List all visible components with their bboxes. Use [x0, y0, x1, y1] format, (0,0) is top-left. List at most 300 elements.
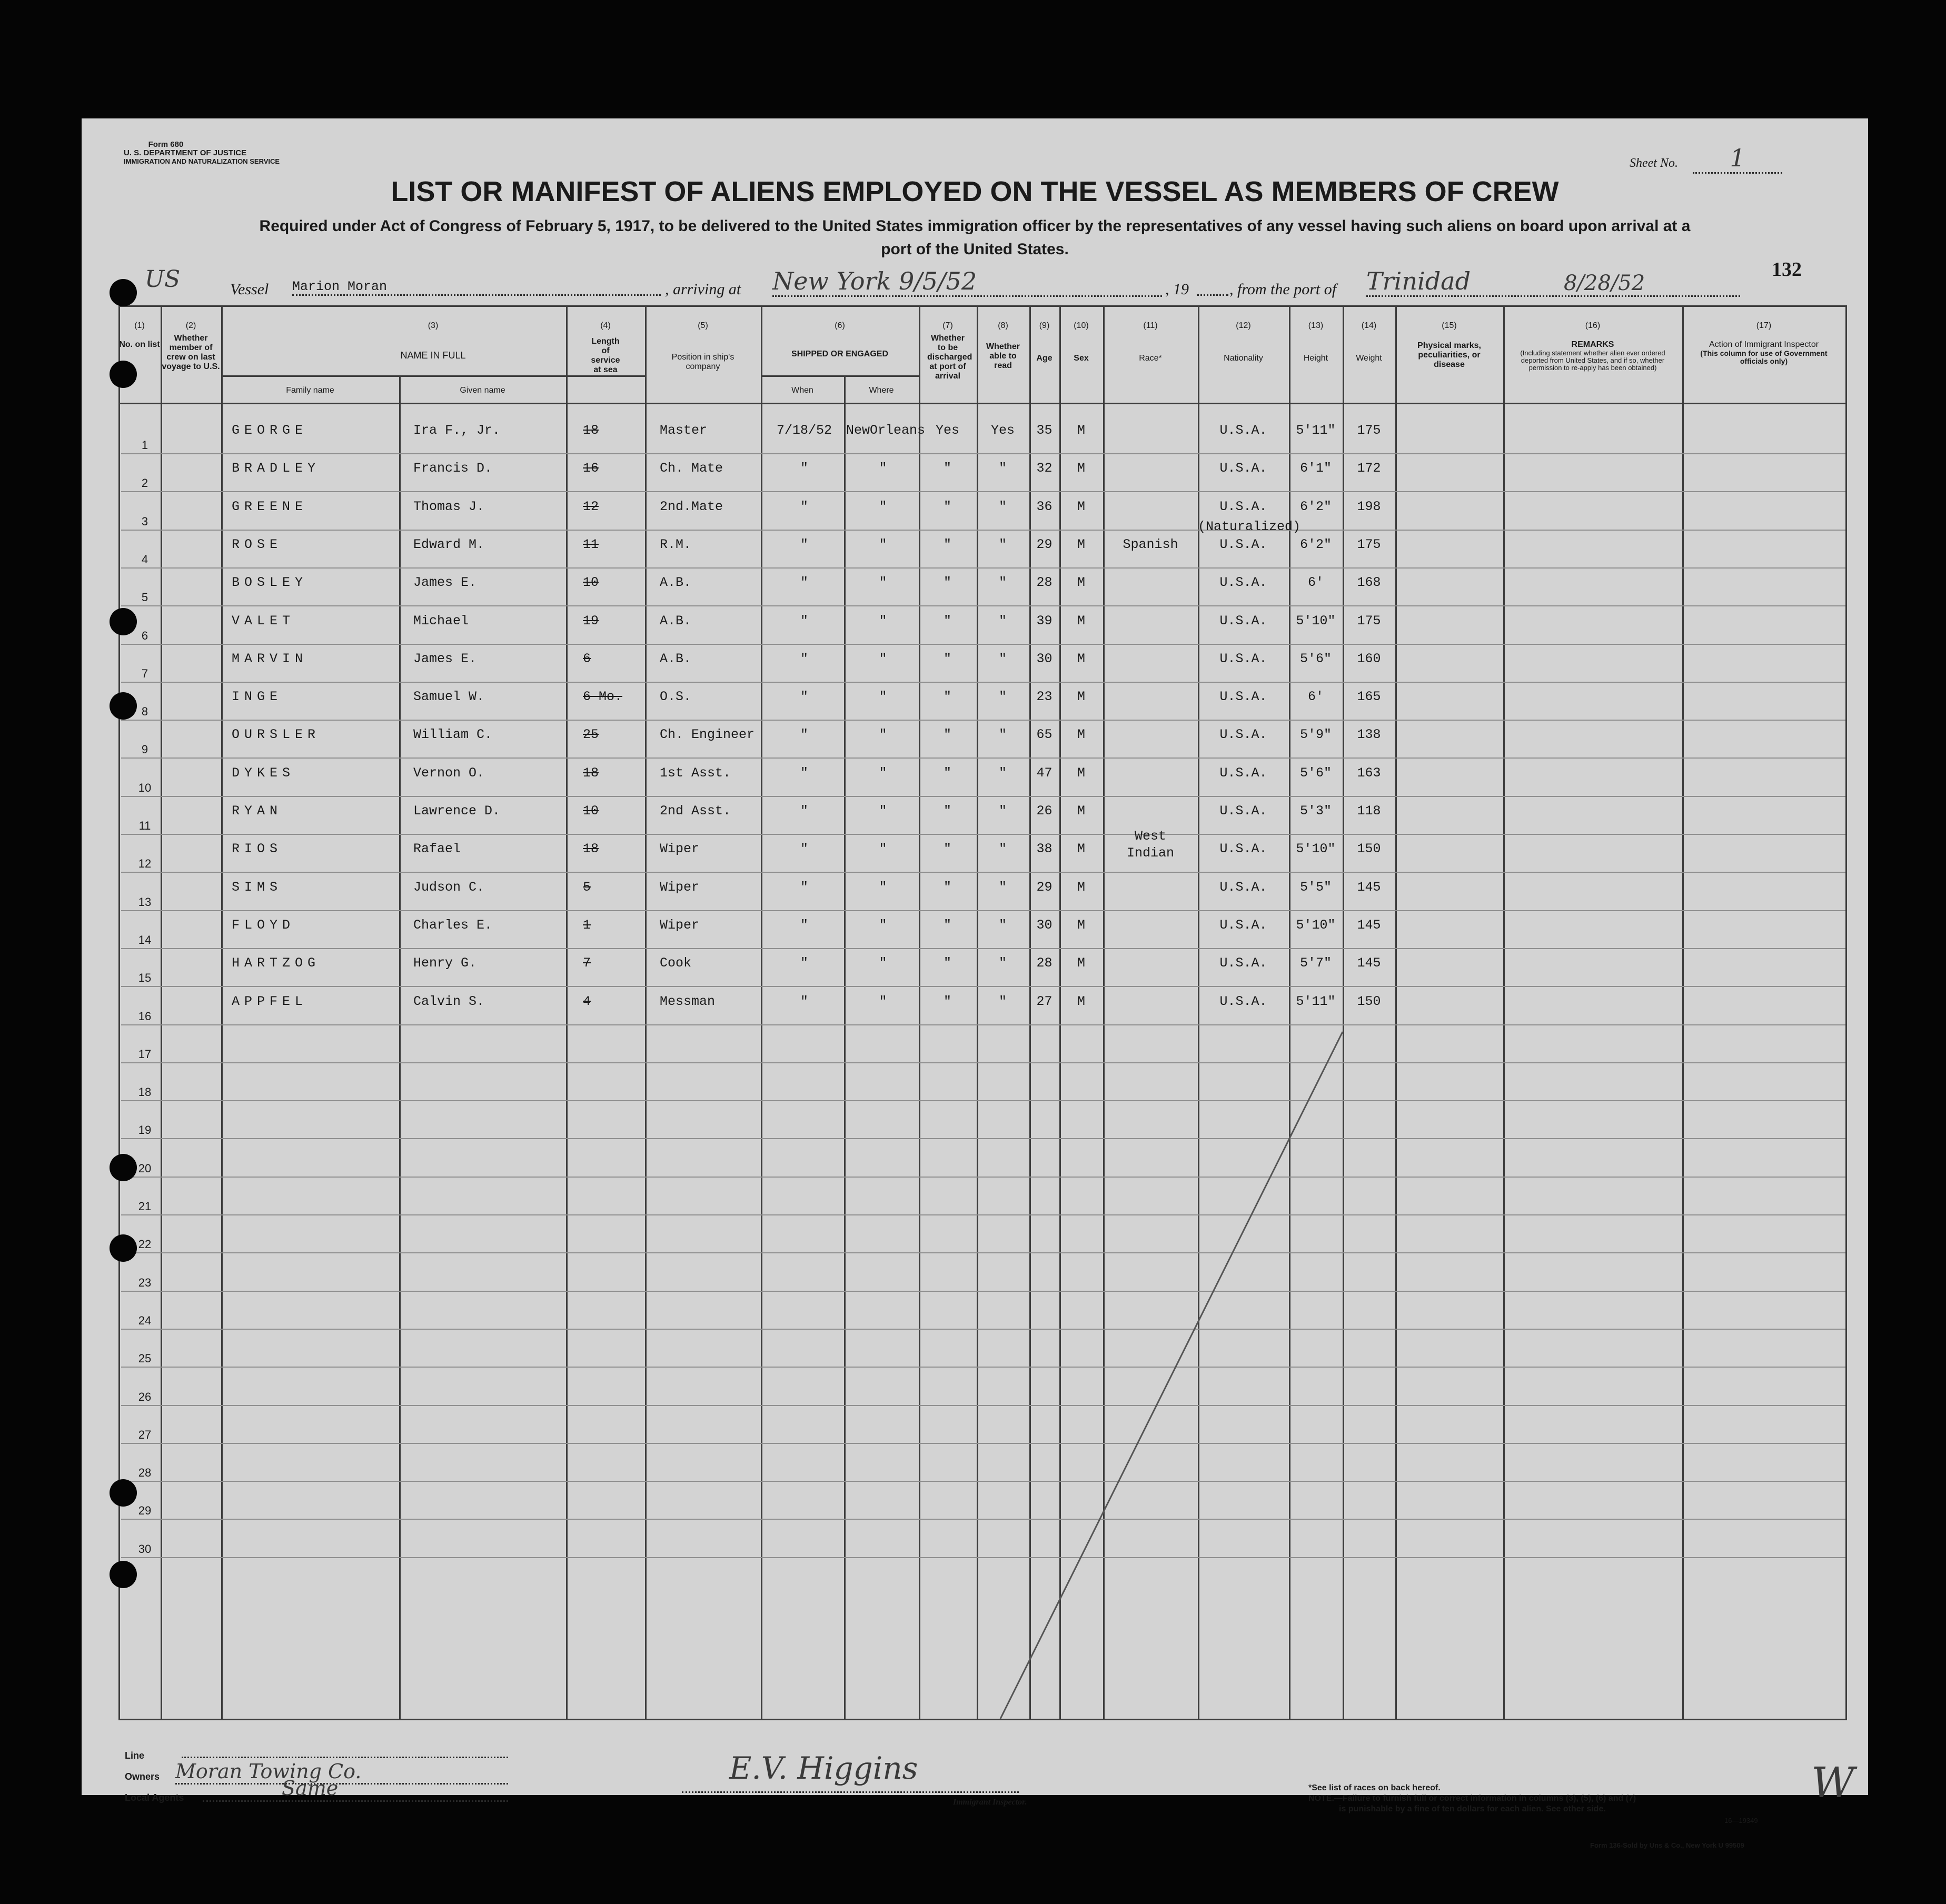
races-note: *See list of races on back hereof.	[1308, 1783, 1441, 1792]
cell-position: R.M.	[660, 536, 692, 552]
cell-family: DYKES	[232, 765, 295, 781]
cell-family: BOSLEY	[232, 575, 308, 591]
cell-weight: 175	[1357, 536, 1381, 552]
cell-discharged: "	[943, 993, 951, 1009]
cell-nationality: U.S.A.	[1219, 689, 1267, 705]
col9-label: Age	[1036, 354, 1053, 363]
cell-where: "	[879, 917, 887, 933]
cell-nationality: U.S.A.	[1219, 803, 1267, 819]
cell-nationality: U.S.A.	[1219, 423, 1267, 438]
cell-service: 7	[583, 955, 591, 971]
col5-number: (5)	[698, 321, 708, 330]
cell-position: A.B.	[660, 651, 692, 666]
row-number: 14	[138, 933, 152, 946]
cell-height: 5'7"	[1299, 955, 1332, 971]
cell-where: "	[879, 765, 887, 781]
cell-when: "	[800, 461, 808, 476]
cell-age: 29	[1036, 879, 1053, 895]
cell-service: 18	[583, 423, 599, 438]
cell-height: 6'2"	[1299, 536, 1332, 552]
cell-age: 47	[1036, 765, 1053, 781]
cell-height: 5'5"	[1299, 879, 1332, 895]
cell-where: "	[879, 955, 887, 971]
cell-when: "	[800, 841, 808, 857]
col17-note: (This column for use of Government officials only)	[1700, 349, 1828, 365]
cell-height: 5'10"	[1296, 613, 1336, 629]
cell-when: "	[800, 499, 808, 514]
cell-read: "	[998, 879, 1007, 895]
cell-age: 35	[1036, 423, 1053, 438]
row-number: 25	[138, 1352, 152, 1365]
subtitle-line-2: port of the United States.	[881, 241, 1069, 258]
cell-service: 10	[583, 575, 599, 591]
cell-sex: M	[1077, 765, 1085, 781]
cell-position: O.S.	[660, 689, 692, 705]
cell-discharged: "	[943, 575, 951, 591]
col1-label: No. on list	[119, 340, 160, 349]
cell-family: MARVIN	[232, 651, 308, 666]
cell-discharged: "	[943, 536, 951, 552]
cell-discharged: "	[943, 613, 951, 629]
col6-label: SHIPPED OR ENGAGED	[791, 350, 889, 358]
cell-service: 6	[583, 651, 591, 666]
cell-height: 5'11"	[1296, 423, 1336, 438]
row-number: 21	[138, 1200, 152, 1213]
cell-service: 25	[583, 727, 599, 743]
col2-number: (2)	[185, 321, 196, 330]
cell-position: A.B.	[660, 575, 692, 591]
col7-label: Whether to be discharged at port of arrival	[927, 334, 972, 381]
cell-given: Francis D.	[413, 461, 493, 476]
row-number: 24	[138, 1313, 152, 1327]
cell-where: "	[879, 879, 887, 895]
punch-hole	[110, 1561, 137, 1588]
row-number: 30	[138, 1542, 152, 1556]
service-name: IMMIGRATION AND NATURALIZATION SERVICE	[124, 157, 280, 165]
row-number: 7	[141, 666, 148, 680]
cell-height: 5'10"	[1296, 917, 1336, 933]
footer-notes	[1308, 1783, 1636, 1815]
cell-when: "	[800, 575, 808, 591]
cell-height: 5'11"	[1296, 993, 1336, 1009]
cell-position: Cook	[660, 955, 692, 971]
vessel-prefix: US	[145, 266, 181, 293]
cell-where: "	[879, 993, 887, 1009]
col3-number: (3)	[428, 321, 439, 330]
cell-when: "	[800, 955, 808, 971]
cell-weight: 175	[1357, 423, 1381, 438]
cell-weight: 145	[1357, 955, 1381, 971]
cell-family: INGE	[232, 689, 283, 705]
col2-label: Whether member of crew on last voyage to U.S.	[162, 334, 220, 371]
cell-sex: M	[1077, 841, 1085, 857]
when-header: When	[791, 386, 813, 395]
col11-label: Race*	[1139, 354, 1162, 363]
cell-nationality: U.S.A.	[1219, 575, 1267, 591]
cell-where: "	[879, 689, 887, 705]
col4-label: Length of service at sea	[591, 337, 620, 374]
cell-position: Ch. Mate	[660, 461, 723, 476]
cell-discharged: "	[943, 803, 951, 819]
row-number: 22	[138, 1238, 152, 1251]
cell-discharged: "	[943, 651, 951, 666]
given-name-header: Given name	[460, 386, 505, 395]
cell-given: Edward M.	[413, 536, 485, 552]
family-name-header: Family name	[286, 386, 334, 395]
cell-service: 1	[583, 917, 591, 933]
cell-discharged: "	[943, 955, 951, 971]
cell-nationality: U.S.A.	[1219, 651, 1267, 666]
agents-value: Same	[282, 1777, 339, 1800]
cell-nationality: U.S.A.	[1219, 461, 1267, 476]
cell-sex: M	[1077, 461, 1085, 476]
cell-when: "	[800, 727, 808, 743]
printer-imprint: Form 136-Sold by Uns & Co., New York U 99509	[1590, 1841, 1744, 1849]
cell-position: 2nd Asst.	[660, 803, 731, 819]
cell-nationality: U.S.A.	[1219, 841, 1267, 857]
cell-read: "	[998, 461, 1007, 476]
row-number: 10	[138, 781, 152, 794]
cell-where: "	[879, 461, 887, 476]
punch-hole	[110, 1154, 137, 1181]
cell-where: "	[879, 536, 887, 552]
cell-height: 5'10"	[1296, 841, 1336, 857]
cell-discharged: "	[943, 917, 951, 933]
cell-discharged: "	[943, 879, 951, 895]
cell-given: William C.	[413, 727, 493, 743]
row-number: 12	[138, 857, 152, 871]
cell-race: West	[1134, 829, 1166, 844]
cell-service: 10	[583, 803, 599, 819]
cell-discharged: "	[943, 461, 951, 476]
cell-age: 28	[1036, 955, 1053, 971]
owners-value: Moran Towing Co.	[175, 1760, 508, 1785]
cell-when: "	[800, 993, 808, 1009]
cell-service: 5	[583, 879, 591, 895]
cell-position: 1st Asst.	[660, 765, 731, 781]
cell-when: "	[800, 765, 808, 781]
col12-number: (12)	[1236, 321, 1251, 330]
col17-label: Action of Immigrant Inspector	[1709, 340, 1819, 349]
cell-weight: 145	[1357, 917, 1381, 933]
cell-nationality: U.S.A.	[1219, 536, 1267, 552]
cell-family: FLOYD	[232, 917, 295, 933]
cell-read: "	[998, 993, 1007, 1009]
col14-label: Weight	[1356, 354, 1382, 363]
cell-given: Ira F., Jr.	[413, 423, 501, 438]
row-number: 1	[141, 438, 148, 452]
cell-nationality: U.S.A.	[1219, 613, 1267, 629]
cell-read: "	[998, 499, 1007, 514]
cell-when: "	[800, 879, 808, 895]
departure-date: 8/28/52	[1564, 271, 1645, 295]
cell-read: "	[998, 689, 1007, 705]
cell-where: "	[879, 499, 887, 514]
row-number: 3	[141, 514, 148, 528]
col12-label: Nationality	[1224, 354, 1263, 363]
row-number: 19	[138, 1123, 152, 1137]
cell-age: 27	[1036, 993, 1053, 1009]
cell-service: 11	[583, 536, 599, 552]
vessel-label: Vessel	[230, 281, 269, 298]
row-number: 4	[141, 552, 148, 566]
cell-age: 30	[1036, 651, 1053, 666]
manifest-sheet	[82, 118, 1868, 1849]
cell-family: APPFEL	[232, 993, 308, 1009]
col10-label: Sex	[1074, 354, 1089, 363]
cell-when: 7/18/52	[776, 423, 832, 438]
cell-when: "	[800, 536, 808, 552]
col17-number: (17)	[1756, 321, 1772, 330]
cell-position: Messman	[660, 993, 716, 1009]
departure-port: Trinidad	[1366, 267, 1740, 297]
cell-sex: M	[1077, 955, 1085, 971]
cell-service: 6 Mo.	[583, 689, 623, 705]
cell-read: "	[998, 613, 1007, 629]
cell-given: James E.	[413, 651, 477, 666]
cell-nationality: U.S.A.	[1219, 765, 1267, 781]
cell-weight: 150	[1357, 993, 1381, 1009]
cell-family: SIMS	[232, 879, 283, 895]
row-number: 26	[138, 1390, 152, 1403]
cell-weight: 138	[1357, 727, 1381, 743]
cell-read: "	[998, 841, 1007, 857]
cell-nationality: U.S.A.	[1219, 499, 1267, 514]
punch-hole	[110, 692, 137, 720]
row-number: 9	[141, 743, 148, 756]
cell-read: "	[998, 651, 1007, 666]
col6-number: (6)	[835, 321, 845, 330]
cell-race: Spanish	[1123, 536, 1178, 552]
cell-given: Judson C.	[413, 879, 485, 895]
cell-discharged: "	[943, 499, 951, 514]
agents-label: Local Agents	[125, 1792, 184, 1803]
vessel-name: Marion Moran	[292, 279, 661, 296]
cell-sex: M	[1077, 727, 1085, 743]
cell-age: 39	[1036, 613, 1053, 629]
page-title: LIST OR MANIFEST OF ALIENS EMPLOYED ON THE VESSEL AS MEMBERS OF CREW	[391, 176, 1559, 207]
col15-number: (15)	[1442, 321, 1457, 330]
row-number: 6	[141, 629, 148, 642]
line-label: Line	[125, 1750, 145, 1761]
cell-where: "	[879, 651, 887, 666]
cell-given: Samuel W.	[413, 689, 485, 705]
col16-note: (Including statement whether alien ever ordered deported from United States, and if so, whether permission to re-apply has been obtained)	[1520, 349, 1665, 372]
diagonal-cancel-line	[82, 118, 1868, 1795]
cell-sex: M	[1077, 575, 1085, 591]
col16-number: (16)	[1585, 321, 1601, 330]
cell-service: 16	[583, 461, 599, 476]
punch-hole	[110, 279, 137, 306]
cell-weight: 163	[1357, 765, 1381, 781]
cell-weight: 160	[1357, 651, 1381, 666]
form-number: Form 680	[148, 140, 184, 149]
col8-number: (8)	[998, 321, 1008, 330]
cell-position: A.B.	[660, 613, 692, 629]
cell-where: "	[879, 613, 887, 629]
arriving-label: , arriving at	[665, 281, 741, 298]
cell-family: BRADLEY	[232, 461, 321, 476]
cell-read: Yes	[990, 423, 1015, 438]
corner-mark: W	[1811, 1758, 1855, 1807]
row-number: 2	[141, 476, 148, 490]
cell-read: "	[998, 575, 1007, 591]
cell-nationality-note: (Naturalized)	[1198, 519, 1301, 534]
row-number: 8	[141, 705, 148, 719]
row-number: 29	[138, 1504, 152, 1518]
cell-family: RIOS	[232, 841, 283, 857]
inspector-signature: E.V. Higgins	[729, 1750, 918, 1786]
cell-nationality: U.S.A.	[1219, 993, 1267, 1009]
cell-read: "	[998, 955, 1007, 971]
cell-service: 4	[583, 993, 591, 1009]
where-header: Where	[869, 386, 894, 395]
cell-age: 29	[1036, 536, 1053, 552]
from-label: , from the port of	[1229, 281, 1337, 298]
cell-when: "	[800, 803, 808, 819]
cell-sex: M	[1077, 613, 1085, 629]
cell-sex: M	[1077, 993, 1085, 1009]
cell-where: "	[879, 841, 887, 857]
punch-hole	[110, 1479, 137, 1507]
cell-service: 18	[583, 841, 599, 857]
cell-read: "	[998, 803, 1007, 819]
cell-weight: 165	[1357, 689, 1381, 705]
cell-height: 6'	[1307, 689, 1324, 705]
cell-weight: 198	[1357, 499, 1381, 514]
cell-height: 6'	[1307, 575, 1324, 591]
cell-position: Master	[660, 423, 708, 438]
cell-age: 30	[1036, 917, 1053, 933]
note-code: 16—19349	[1724, 1817, 1758, 1825]
punch-hole	[110, 608, 137, 635]
agents-blank	[203, 1800, 508, 1802]
cell-given: James E.	[413, 575, 477, 591]
owners-label: Owners	[125, 1771, 160, 1782]
cell-sex: M	[1077, 499, 1085, 514]
cell-height: 6'1"	[1299, 461, 1332, 476]
cell-height: 5'6"	[1299, 651, 1332, 666]
cell-age: 32	[1036, 461, 1053, 476]
cell-age: 65	[1036, 727, 1053, 743]
cell-read: "	[998, 727, 1007, 743]
cell-race-line2: Indian	[1126, 845, 1174, 861]
cell-where: "	[879, 803, 887, 819]
cell-discharged: "	[943, 841, 951, 857]
line-blank	[182, 1757, 508, 1758]
col10-number: (10)	[1074, 321, 1089, 330]
row-number: 20	[138, 1161, 152, 1175]
col5-label: Position in ship's company	[671, 353, 734, 371]
cell-where: "	[879, 727, 887, 743]
cell-height: 5'3"	[1299, 803, 1332, 819]
col14-number: (14)	[1361, 321, 1377, 330]
cell-sex: M	[1077, 689, 1085, 705]
cell-given: Rafael	[413, 841, 461, 857]
cell-nationality: U.S.A.	[1219, 879, 1267, 895]
cell-given: Charles E.	[413, 917, 493, 933]
subtitle-line-1: Required under Act of Congress of February 5, 1917, to be delivered to the United States immigration officer by the representatives of any vessel having such aliens on board upon arrival at a	[259, 217, 1691, 235]
cell-age: 36	[1036, 499, 1053, 514]
cell-family: OURSLER	[232, 727, 321, 743]
cell-age: 28	[1036, 575, 1053, 591]
stamp-number: 132	[1772, 258, 1802, 281]
row-number: 28	[138, 1466, 152, 1480]
col8-label: Whether able to read	[986, 342, 1020, 370]
cell-discharged: "	[943, 765, 951, 781]
cell-position: Wiper	[660, 917, 700, 933]
punch-hole	[110, 1234, 137, 1262]
cell-age: 23	[1036, 689, 1053, 705]
cell-when: "	[800, 651, 808, 666]
penalty-note-2: is punishable by a fine of ten dollars for each alien. See other side.	[1339, 1805, 1606, 1813]
cell-family: VALET	[232, 613, 295, 629]
cell-given: Thomas J.	[413, 499, 485, 514]
col3-label: NAME IN FULL	[400, 350, 466, 361]
cell-sex: M	[1077, 423, 1085, 438]
col15-label: Physical marks, peculiarities, or disease	[1417, 341, 1481, 369]
cell-position: Wiper	[660, 879, 700, 895]
cell-age: 38	[1036, 841, 1053, 857]
col13-number: (13)	[1308, 321, 1324, 330]
cell-when: "	[800, 689, 808, 705]
cell-height: 5'9"	[1299, 727, 1332, 743]
col13-label: Height	[1303, 354, 1328, 363]
cell-service: 19	[583, 613, 599, 629]
arriving-port: New York 9/5/52	[772, 267, 1162, 297]
cell-age: 26	[1036, 803, 1053, 819]
cell-when: "	[800, 613, 808, 629]
cell-height: 5'6"	[1299, 765, 1332, 781]
cell-discharged: "	[943, 689, 951, 705]
cell-nationality: U.S.A.	[1219, 955, 1267, 971]
cell-when: "	[800, 917, 808, 933]
col1-number: (1)	[134, 321, 145, 330]
cell-discharged: "	[943, 727, 951, 743]
col9-number: (9)	[1039, 321, 1050, 330]
cell-sex: M	[1077, 803, 1085, 819]
cell-family: ROSE	[232, 536, 283, 552]
row-number: 27	[138, 1428, 152, 1441]
cell-weight: 118	[1357, 803, 1381, 819]
punch-hole	[110, 361, 137, 388]
cell-family: GREENE	[232, 499, 308, 514]
row-number: 11	[138, 819, 151, 832]
cell-given: Michael	[413, 613, 469, 629]
cell-family: RYAN	[232, 803, 283, 819]
penalty-note-1: NOTE.—Failure to furnish full or correct information in columns (3), (5), (6) and (7)	[1308, 1794, 1636, 1803]
cell-read: "	[998, 917, 1007, 933]
col7-number: (7)	[942, 321, 953, 330]
cell-weight: 145	[1357, 879, 1381, 895]
cell-nationality: U.S.A.	[1219, 727, 1267, 743]
department-name: U. S. DEPARTMENT OF JUSTICE	[124, 148, 247, 157]
row-number: 18	[138, 1085, 152, 1099]
col4-number: (4)	[600, 321, 611, 330]
sheet-number: 1	[1693, 144, 1782, 174]
row-number: 13	[138, 895, 152, 909]
cell-read: "	[998, 765, 1007, 781]
col11-number: (11)	[1143, 321, 1158, 330]
cell-discharged: Yes	[935, 423, 959, 438]
cell-given: Lawrence D.	[413, 803, 501, 819]
inspector-signature-line	[682, 1791, 1019, 1793]
cell-given: Henry G.	[413, 955, 477, 971]
row-number: 5	[141, 591, 148, 604]
cell-height: 6'2"	[1299, 499, 1332, 514]
cell-given: Calvin S.	[413, 993, 485, 1009]
cell-family: HARTZOG	[232, 955, 321, 971]
